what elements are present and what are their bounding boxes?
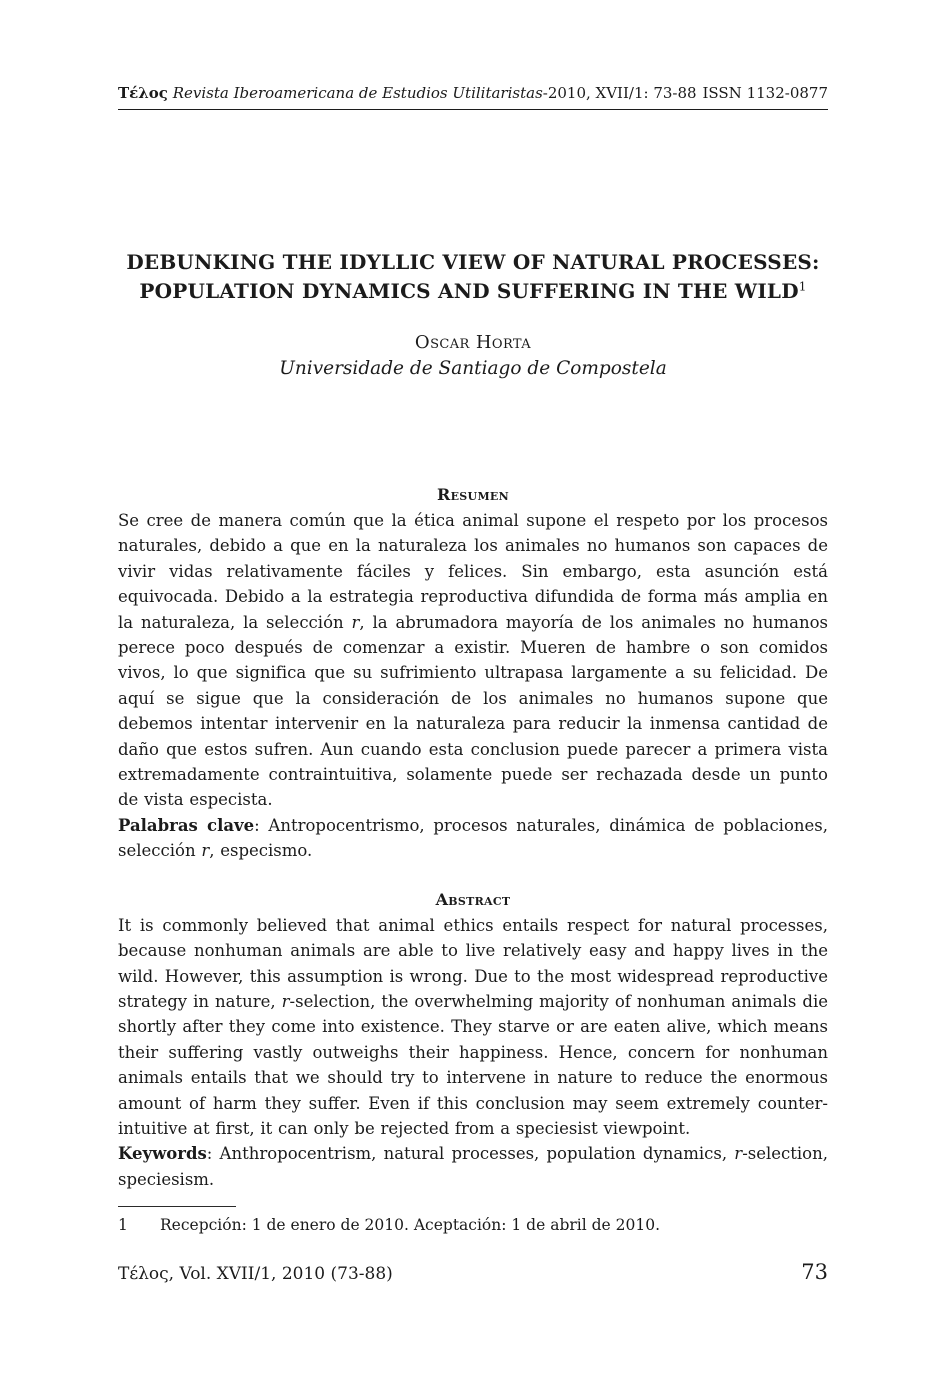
abstract-keywords: Keywords: Anthropocentrism, natural processes, population dynamics, r-selection, speciesism. — [118, 1144, 828, 1189]
abstract-heading: Abstract — [435, 889, 511, 909]
journal-reference — [118, 84, 697, 102]
journal-title: Revista Iberoamericana de Estudios Utilitaristas — [167, 84, 543, 102]
footnote — [118, 1216, 828, 1234]
author-name: Oscar Horta — [414, 332, 532, 353]
page-number: 73 — [801, 1260, 828, 1284]
footnote-text: Recepción: 1 de enero de 2010. Aceptación: 1 de abril de 2010. — [160, 1216, 661, 1234]
title-footnote-reference: 1 — [798, 279, 807, 294]
abstract-body: It is commonly believed that animal ethics entails respect for natural processes, because nonhuman animals are able to live relatively easy and happy lives in the wild. However, this assumption is wrong. Due to the most widespread reproductive strategy in nature, r-selection, the overwhelming majority of nonhuman animals die shortly after they come into existence. They starve or are eaten alive, which means their suffering vastly outweighs their happiness. Hence, concern for nonhuman animals entails that we should try to intervene in nature to reduce the enormous amount of harm they suffer. Even if this conclusion may seem extremely counter-intuitive at first, it can only be rejected from a speciesist viewpoint. — [118, 915, 829, 1138]
article-title-line1: DEBUNKING THE IDYLLIC VIEW OF NATURAL PROCESSES: — [126, 250, 820, 274]
journal-issue-info: -2010, XVII/1: 73-88 — [542, 84, 697, 102]
article-title-line2: POPULATION DYNAMICS AND SUFFERING IN THE WILD — [139, 279, 799, 303]
footnote-block — [118, 1206, 828, 1234]
resumen-heading: Resumen — [437, 485, 509, 504]
abstract-section — [118, 890, 828, 1192]
resumen-keywords: Palabras clave: Antropocentrismo, procesos naturales, dinámica de poblaciones, selección r, especismo. — [118, 815, 828, 861]
page-footer — [118, 1260, 828, 1284]
article-title — [118, 248, 828, 306]
issn-label: ISSN 1132-0877 — [702, 84, 828, 102]
footer-citation: Τέλος, Vol. XVII/1, 2010 (73-88) — [118, 1264, 393, 1284]
journal-running-head — [118, 84, 828, 110]
resumen-section — [118, 485, 828, 864]
journal-greek-name: Τέλος — [118, 84, 168, 102]
footnote-number: 1 — [118, 1216, 128, 1234]
footnote-separator — [118, 1206, 236, 1207]
author-affiliation: Universidade de Santiago de Compostela — [279, 358, 667, 379]
resumen-body: Se cree de manera común que la ética animal supone el respeto por los procesos naturales, debido a que en la naturaleza los animales no humanos son capaces de vivir vidas relativamente fáciles y felices. Sin embargo, esta asunción está equivocada. Debido a la estrategia reproductiva difundida de forma más amplia en la naturaleza, la selección r, la abrumadora mayoría de los animales no humanos perece poco después de comenzar a existir. Mueren de hambre o son comidos vivos, lo que significa que su sufrimiento ultrapasa largamente a su felicidad. De aquí se sigue que la consideración de los animales no humanos supone que debemos intentar intervenir en la naturaleza para reducir la inmensa cantidad de daño que estos sufren. Aun cuando esta conclusion puede parecer a primera vista extremadamente contraintuitiva, solamente puede ser rechazada desde un punto de vista especista. — [118, 511, 828, 810]
